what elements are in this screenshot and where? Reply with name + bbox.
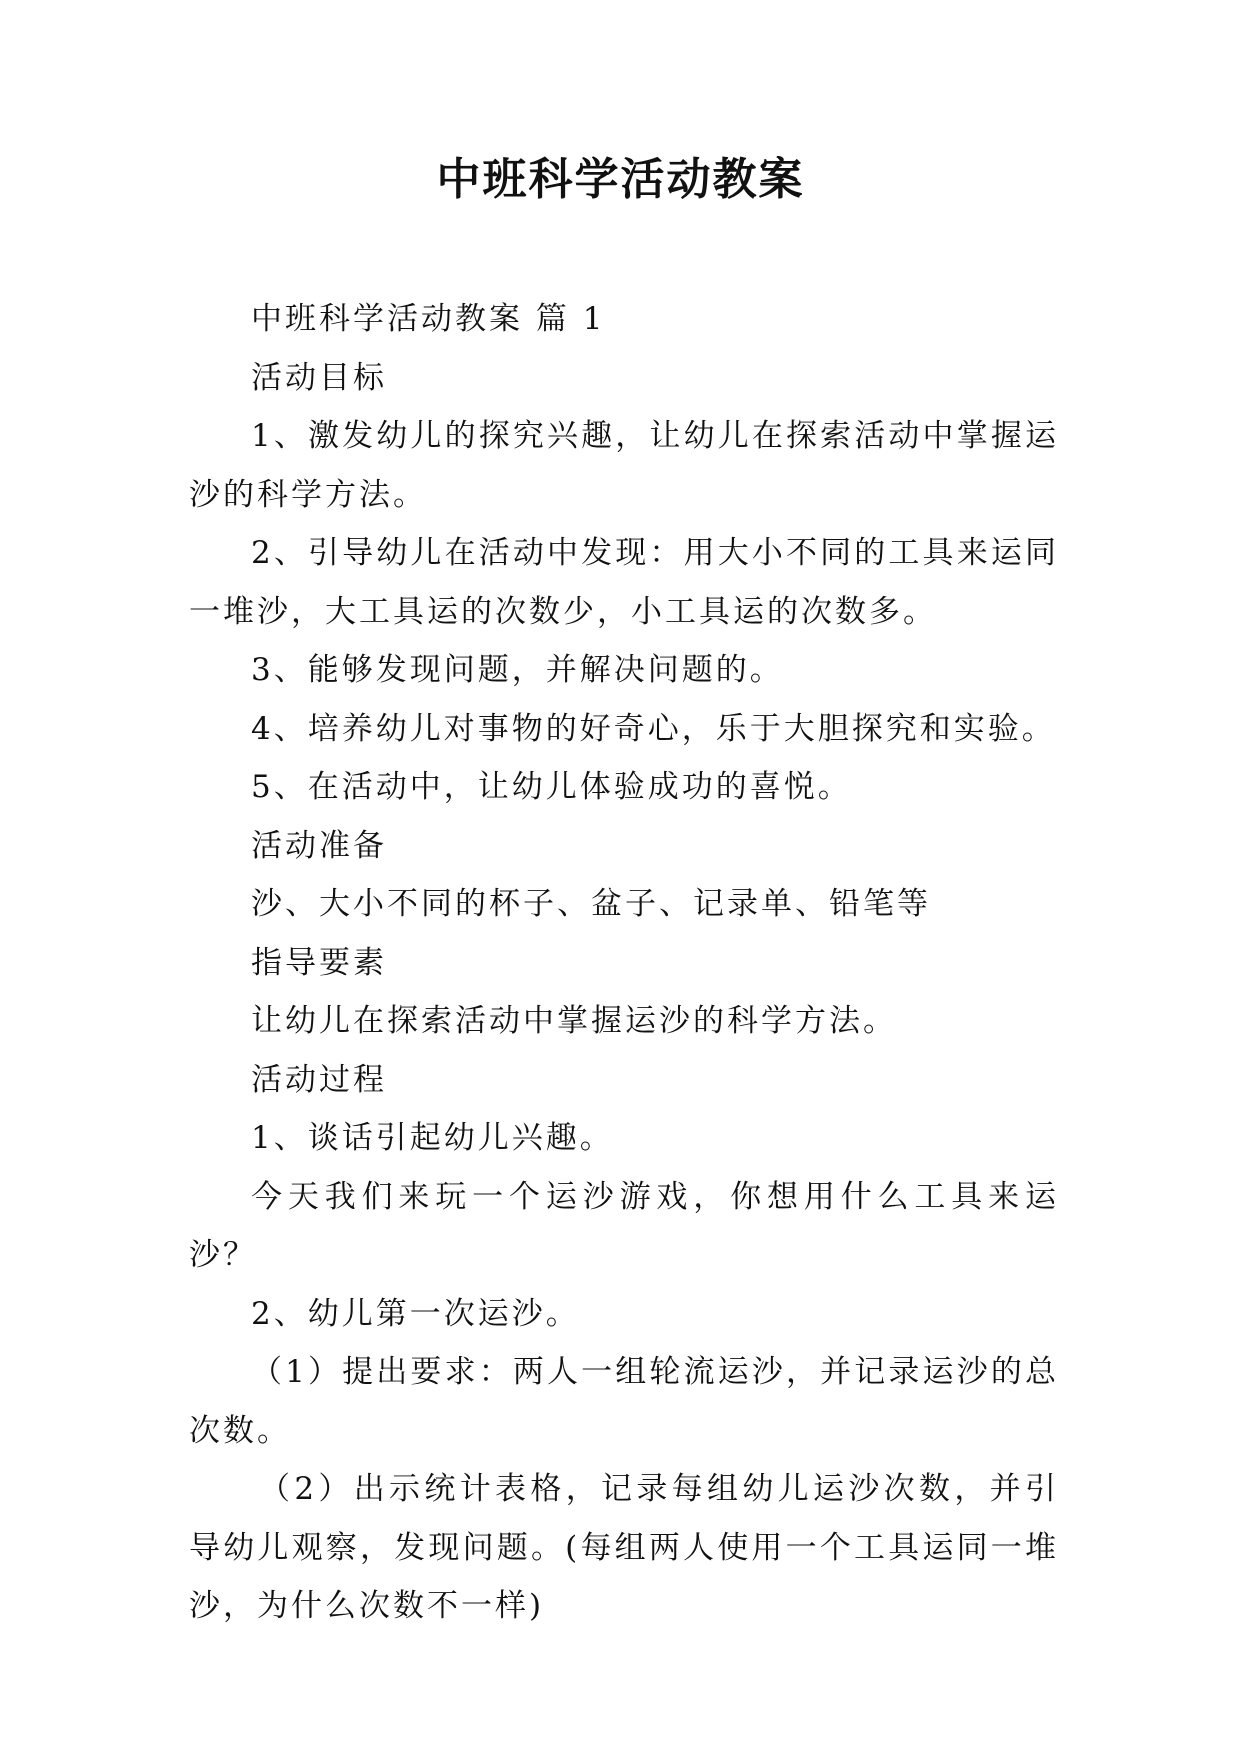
process-text: 今天我们来玩一个运沙游戏，你想用什么工具来运沙？ [189,1178,1059,1273]
goal-item: 1、激发幼儿的探究兴趣，让幼儿在探索活动中掌握运沙的科学方法。 [189,418,1059,513]
subheading-guidance: 指导要素 [251,944,387,981]
section-heading: 中班科学活动教案 篇 1 [251,301,606,337]
process-substep: （2）出示统计表格，记录每组幼儿运沙次数，并引导幼儿观察，发现问题。(每组两人使用一个工具运同一堆沙，为什么次数不一样) [189,1471,1059,1624]
document-title: 中班科学活动教案 [436,154,805,205]
goal-item: 2、引导幼儿在活动中发现：用大小不同的工具来运同一堆沙，大工具运的次数少，小工具运的次数多。 [189,535,1059,630]
document-body [189,290,1059,1636]
process-step: 1、谈话引起幼儿兴趣。 [251,1120,614,1156]
goal-item: 5、在活动中，让幼儿体验成功的喜悦。 [251,769,852,805]
subheading-preparation: 活动准备 [251,827,387,864]
subheading-goals: 活动目标 [251,359,387,396]
subheading-process: 活动过程 [251,1061,387,1098]
process-step: 2、幼儿第一次运沙。 [251,1295,580,1332]
preparation-text: 沙、大小不同的杯子、盆子、记录单、铅笔等 [251,886,931,922]
goal-item: 3、能够发现问题，并解决问题的。 [251,652,784,688]
guidance-text: 让幼儿在探索活动中掌握运沙的科学方法。 [251,1003,897,1039]
goal-item: 4、培养幼儿对事物的好奇心，乐于大胆探究和实验。 [251,710,1056,747]
process-substep: （1）提出要求：两人一组轮流运沙，并记录运沙的总次数。 [189,1354,1059,1449]
